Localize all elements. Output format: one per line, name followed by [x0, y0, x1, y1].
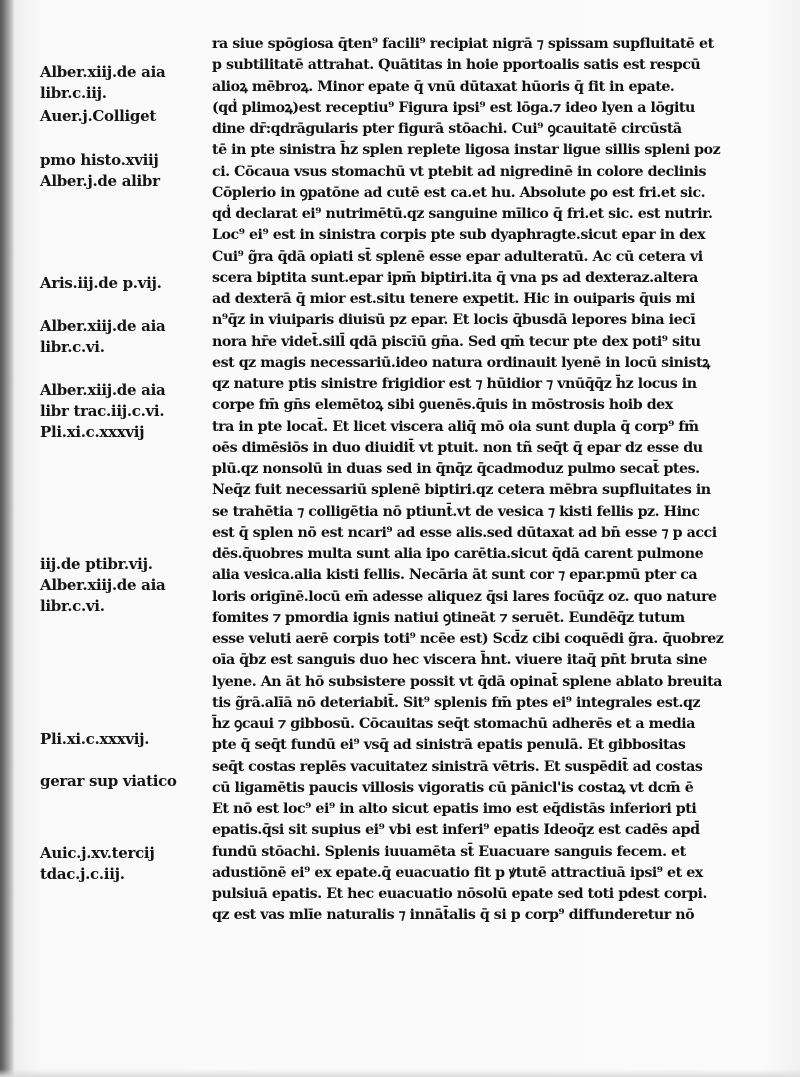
margin-note-line: Pli.xi.c.xxxvij. [40, 730, 150, 748]
text-line: fundū stōachi. Splenis iuuamēta st̄ Euacuare sanguis fecem. et [212, 843, 686, 860]
margin-note [40, 843, 200, 885]
text-line: oēs dimēsiōs in duo diuidit̄ vt ptuit. non tñ seq̄t q̄ epar dz esse du [212, 439, 703, 456]
margin-note-line: gerar sup viatico [40, 772, 177, 790]
text-line: corpe fm̄ gn̄s elemētoꝝ sibi ꝯuenēs.q̄uis in mōstrosis hoib dex [212, 397, 673, 414]
text-line: Cōplerio in ꝯpatōne ad cutē est ca.et hu. Absolute ꝑo est fri.et sic. [212, 184, 706, 201]
text-line: plū.qz nonsolū in duas sed in q̄nq̄z q̄cadmoduz pulmo secat̄ ptes. [212, 461, 700, 477]
text-line: tis g̃rā.alīā nō deteriabit̄. Sit⁹ splenis fm̄ ptes ei⁹ integrales est.qz [212, 694, 701, 711]
text-line: loris origīnē.locū em̄ adesse aliquez q̄si lares focūq̄z oz. quo nature [212, 588, 717, 605]
margin-note [40, 729, 200, 750]
page-bottom-edge [0, 1069, 800, 1077]
margin-note-line: libr trac.iij.c.vi. [40, 402, 165, 420]
text-line: Neq̄z fuit necessariū splenē biptiri.qz cetera mēbra supfluitates in [212, 482, 711, 499]
text-line: nora hr̄e videt̄.sill̄ qdā piscīū gn̄a. Sed qm̄ tecur pte dex poti⁹ situ [212, 333, 701, 350]
margin-note [40, 273, 200, 294]
text-line: oīa q̄bz est sanguis duo hec viscera h̄nt. viuere itaq̄ pn̄t bruta sine [212, 652, 707, 669]
text-line: qḋ declarat ei⁹ nutrimētū.qz sanguine mīlico q̄ fri.et sic. est nutrir. [212, 206, 713, 222]
text-line: se trahētia ⁊ colligētia nō ptiunt̄.vt de vesica ⁊ kisti fellis pz. Hinc [212, 503, 700, 520]
margin-note [40, 150, 200, 192]
text-line: epatis.q̄si sit supius ei⁹ vbi est inferi⁹ epatis Ideoq̄z est cadēs apd̄ [212, 822, 700, 839]
margin-notes [0, 0, 200, 1077]
text-line: ra siue spōgiosa q̄ten⁹ facili⁹ recipiat nigrā ⁊ spissam supfluitatē et [212, 36, 714, 52]
margin-note-line: libr.c.iij. [40, 84, 107, 102]
text-line: qz est vas mlīe naturalis ⁊ innāt̄alis q̄ si p corp⁹ diffunderetur nō [212, 907, 695, 924]
margin-note-line: libr.c.vi. [40, 338, 105, 356]
text-line: Loc⁹ ei⁹ est in sinistra corpis pte sub dyaphragte.sicut epar in dex [212, 227, 706, 244]
margin-note-line: iij.de ptibr.vij. [40, 555, 153, 573]
text-line: dine dr̄:qdrāgularis pter figurā stōachi. Cui⁹ ꝯcauitatē circūstā [212, 121, 682, 137]
margin-note-line: Alber.xiij.de aia [40, 63, 166, 81]
text-line: p subtilitatē attrahat. Quātitas in hoie pportoalis satis est respcū [212, 57, 701, 74]
text-line: seq̄t costas replēs vacuitatez sinistrā vētris. Et suspēdit̄ ad costas [212, 758, 703, 775]
margin-note-line: Alber.j.de alibr [40, 172, 160, 190]
text-line: Cui⁹ g̃ra q̄dā opiati st̄ splenē esse epar adulteratū. Ac cū cetera vi [212, 248, 703, 265]
margin-note-line: Alber.xiij.de aia [40, 576, 166, 594]
text-line: adustiōnē ei⁹ ex epate.q̄ euacuatio fit p ꝟtutē attractiuā ipsi⁹ et ex [212, 864, 703, 881]
margin-note-line: Auic.j.xv.tercij [40, 844, 155, 862]
margin-note-line: Alber.xiij.de aia [40, 317, 166, 335]
text-line: dēs.q̄uobres multa sunt alia ipo carētia.sicut q̄dā carent pulmone [212, 546, 704, 562]
text-line: ad dexterā q̄ mior est.situ tenere expetit. Hic in ouiparis q̄uis mi [212, 291, 695, 307]
text-line: n⁹q̄z in viuiparis diuisū pz epar. Et locis q̄busdā lepores bina iecī [212, 312, 696, 329]
margin-note-line: libr.c.vi. [40, 597, 105, 615]
text-line: ci. Cōcaua vsus stomachū vt ptebit ad nigredinē in colore declinis [212, 163, 707, 180]
text-line: alia vesica.alia kisti fellis. Necāria āt sunt cor ⁊ epar.pmū pter ca [212, 567, 698, 584]
text-line: tē in pte sinistra h̄z splen replete ligosa instar ligue sillis spleni poz [212, 142, 721, 159]
margin-note [40, 380, 200, 443]
margin-note-line: Aris.iij.de p.vij. [40, 274, 162, 292]
text-line: lyene. An āt hō subsistere possit vt q̄dā opinat̄ splene ablato breuita [212, 673, 722, 690]
text-line: est qz magis necessariū.ideo natura ordinauit lyenē in locū sinistꝝ [212, 354, 710, 371]
text-line: est q̄ splen nō est ncari⁹ ad esse alis.sed dūtaxat ad bn̄ esse ⁊ p acci [212, 524, 717, 541]
text-line: pte q̄ seq̄t fundū ei⁹ vsq̄ ad sinistrā epatis penulā. Et gibbositas [212, 737, 686, 754]
text-line: Et nō est loc⁹ ei⁹ in alto sicut epatis imo est eq̄distās inferiori pti [212, 801, 697, 817]
margin-note-line: Alber.xiij.de aia [40, 381, 166, 399]
text-line: alioꝝ mēbroꝝ. Minor epate q̄ vnū dūtaxat hūoris q̄ fit in epate. [212, 78, 675, 95]
text-line: (qḋ plimoꝝ)est receptiu⁹ Figura ipsi⁹ est lōga.⁊ ideo lyen a lōgitu [212, 99, 695, 116]
margin-note-line: Auer.j.Colliget [40, 107, 156, 125]
margin-note [40, 554, 200, 617]
margin-note [40, 771, 200, 792]
main-text-column [212, 34, 772, 927]
text-line: pulsiuā epatis. Et hec euacuatio nōsolū epate sed toti pdest corpi. [212, 886, 707, 902]
margin-note [40, 106, 200, 127]
text-line: h̄z ꝯcaui ⁊ gibbosū. Cōcauitas seq̄t stomachū adherēs et a media [212, 716, 695, 732]
text-line: tra in pte locat̄. Et licet viscera aliq̄ mō oia sunt dupla q̄ corp⁹ fm̄ [212, 418, 699, 435]
text-line: scera biptita sunt.epar ipm̄ biptiri.ita q̄ vna ps ad dexteraz.altera [212, 269, 698, 286]
margin-note-line: Pli.xi.c.xxxvij [40, 423, 145, 441]
margin-note [40, 62, 200, 104]
text-line: cū ligamētis paucis villosis vigoratis cū pānicl'is costaꝝ vt dcm̄ ē [212, 779, 694, 796]
margin-note [40, 316, 200, 358]
text-line: fomites ⁊ pmordia ignis natiui ꝯtineāt ⁊ seruēt. Eundēq̄z tutum [212, 609, 685, 626]
text-line: qz nature ptis sinistre frigidior est ⁊ hūidior ⁊ vnūq̄q̄z h̄z locus in [212, 376, 697, 392]
margin-note-line: pmo histo.xviij [40, 151, 159, 169]
text-line: esse veluti aerē corpis toti⁹ ncēe est) Scd̄z cibi coquēdi g̃ra. q̄uobrez [212, 631, 724, 647]
margin-note-line: tdac.j.c.iij. [40, 865, 125, 883]
